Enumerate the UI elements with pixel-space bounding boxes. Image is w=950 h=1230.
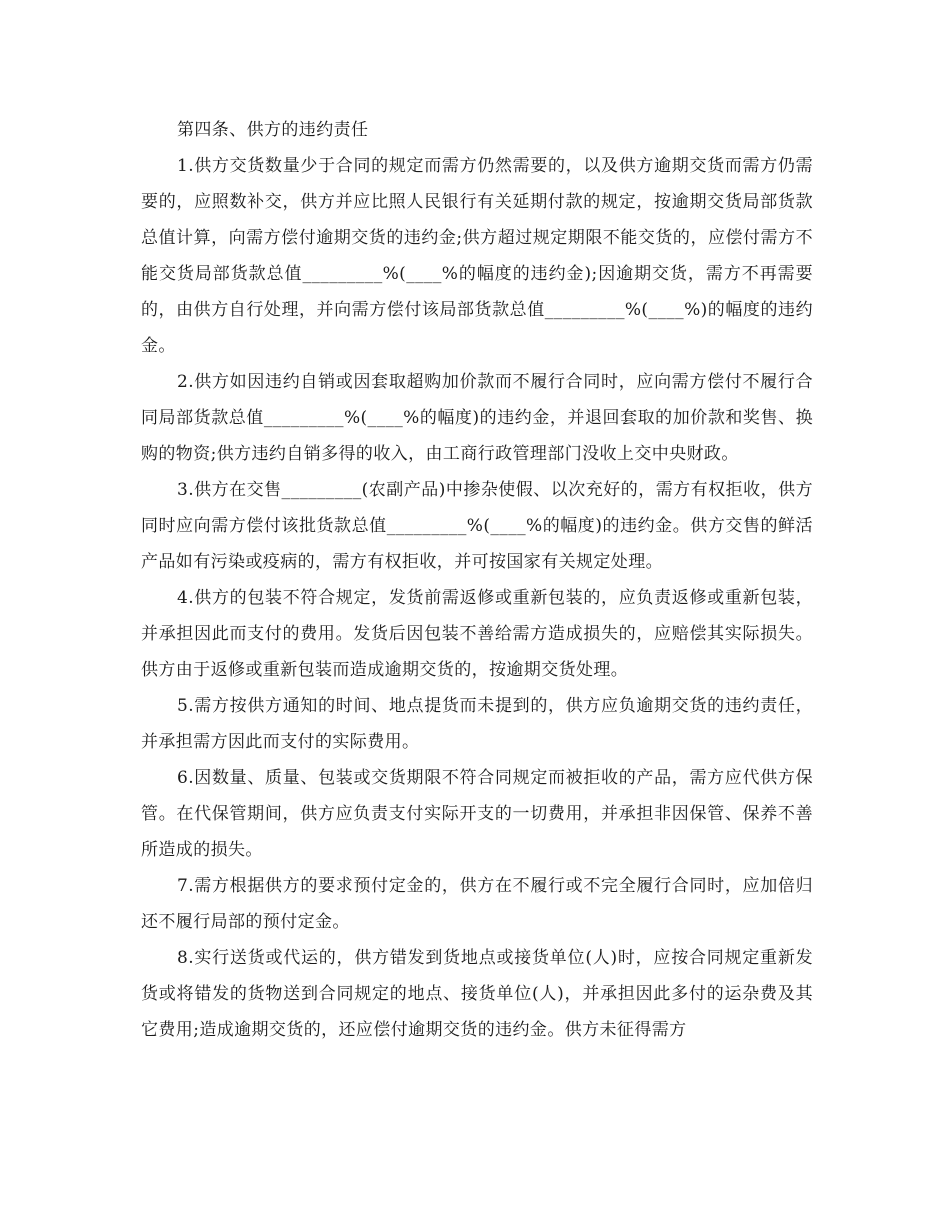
clause-3: 3.供方在交售_________(农副产品)中掺杂使假、以次充好的，需方有权拒收，供方同时应向需方偿付该批货款总值_________%(____%的幅度)的违约金。供方交售的鲜活产品如有污染或疫病的，需方有权拒收，并可按国家有关规定处理。 [141, 480, 813, 572]
clause-1: 1.供方交货数量少于合同的规定而需方仍然需要的，以及供方逾期交货而需方仍需要的，应照数补交，供方并应比照人民银行有关延期付款的规定，按逾期交货局部货款总值计算，向需方偿付逾期交货的违约金;供方超过规定期限不能交货的，应偿付需方不能交货局部货款总值_________%(____%的幅度的违约金);因逾期交货，需方不再需要的，由供方自行处理，并向需方偿付该局部货款总值_________%(____%)的幅度的违约金。 [141, 156, 813, 356]
clause-2: 2.供方如因违约自销或因套取超购加价款而不履行合同时，应向需方偿付不履行合同局部货款总值_________%(____%的幅度)的违约金，并退回套取的加价款和奖售、换购的物资;供方违约自销多得的收入，由工商行政管理部门没收上交中央财政。 [141, 372, 813, 464]
section-heading: 第四条、供方的违约责任 [177, 120, 369, 140]
document-body [141, 112, 813, 1048]
clause-7: 7.需方根据供方的要求预付定金的，供方在不履行或不完全履行合同时，应加倍归还不履行局部的预付定金。 [141, 876, 813, 932]
clause-8: 8.实行送货或代运的，供方错发到货地点或接货单位(人)时，应按合同规定重新发货或将错发的货物送到合同规定的地点、接货单位(人)，并承担因此多付的运杂费及其它费用;造成逾期交货的，还应偿付逾期交货的违约金。供方未征得需方 [141, 948, 813, 1040]
clause-6: 6.因数量、质量、包装或交货期限不符合同规定而被拒收的产品，需方应代供方保管。在代保管期间，供方应负责支付实际开支的一切费用，并承担非因保管、保养不善所造成的损失。 [141, 768, 813, 860]
clause-5: 5.需方按供方通知的时间、地点提货而未提到的，供方应负逾期交货的违约责任，并承担需方因此而支付的实际费用。 [141, 696, 813, 752]
clause-4: 4.供方的包装不符合规定，发货前需返修或重新包装的，应负责返修或重新包装，并承担因此而支付的费用。发货后因包装不善给需方造成损失的，应赔偿其实际损失。供方由于返修或重新包装而造成逾期交货的，按逾期交货处理。 [141, 588, 813, 680]
